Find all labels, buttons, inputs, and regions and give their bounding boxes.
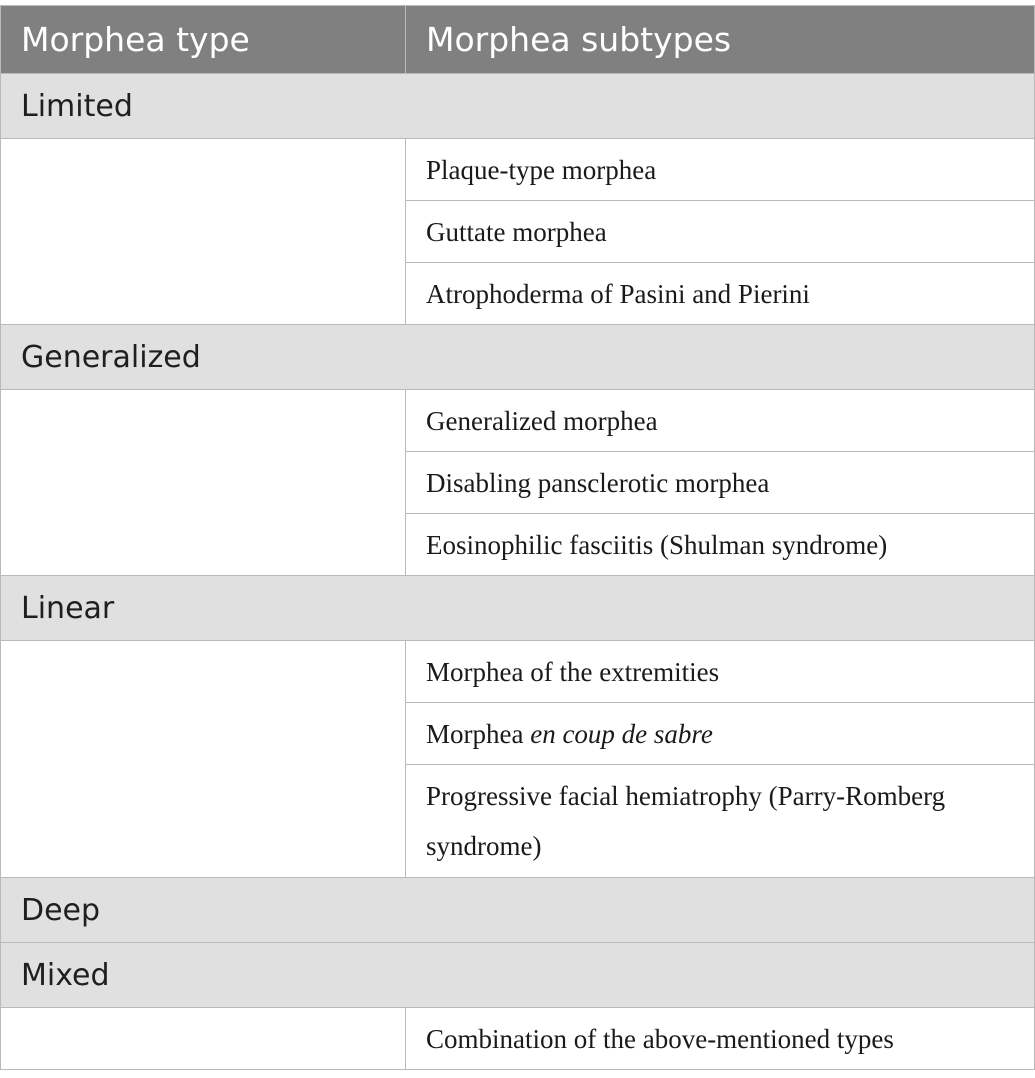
group-row-linear — [1, 576, 1035, 641]
subtype-cell: Generalized morphea — [406, 390, 1035, 452]
subtype-prefix: Morphea — [426, 718, 531, 749]
subtype-cell-coup-de-sabre — [406, 703, 1035, 765]
subtype-cell: Guttate morphea — [406, 201, 1035, 263]
group-row-deep — [1, 878, 1035, 943]
empty-type-cell — [1, 641, 406, 878]
group-label: Linear — [1, 576, 1035, 641]
table-row — [1, 1008, 1035, 1070]
subtype-cell: Eosinophilic fasciitis (Shulman syndrome) — [406, 514, 1035, 576]
table-header-row — [1, 6, 1035, 74]
group-row-generalized — [1, 325, 1035, 390]
morphea-classification-table — [0, 5, 1035, 1070]
subtype-cell: Plaque-type morphea — [406, 139, 1035, 201]
subtype-italic: en coup de sabre — [530, 718, 713, 749]
table-row — [1, 139, 1035, 201]
group-row-mixed — [1, 943, 1035, 1008]
group-label: Limited — [1, 74, 1035, 139]
group-row-limited — [1, 74, 1035, 139]
table-row — [1, 390, 1035, 452]
group-label: Deep — [1, 878, 1035, 943]
group-label: Generalized — [1, 325, 1035, 390]
subtype-cell: Morphea of the extremities — [406, 641, 1035, 703]
subtype-cell: Atrophoderma of Pasini and Pierini — [406, 263, 1035, 325]
subtype-cell: Combination of the above-mentioned types — [406, 1008, 1035, 1070]
header-morphea-type: Morphea type — [1, 6, 406, 74]
empty-type-cell — [1, 390, 406, 576]
table-row — [1, 641, 1035, 703]
empty-type-cell — [1, 1008, 406, 1070]
header-morphea-subtypes: Morphea subtypes — [406, 6, 1035, 74]
subtype-cell: Disabling pansclerotic morphea — [406, 452, 1035, 514]
subtype-cell: Progressive facial hemiatrophy (Parry-Romberg syndrome) — [406, 765, 1035, 878]
empty-type-cell — [1, 139, 406, 325]
group-label: Mixed — [1, 943, 1035, 1008]
